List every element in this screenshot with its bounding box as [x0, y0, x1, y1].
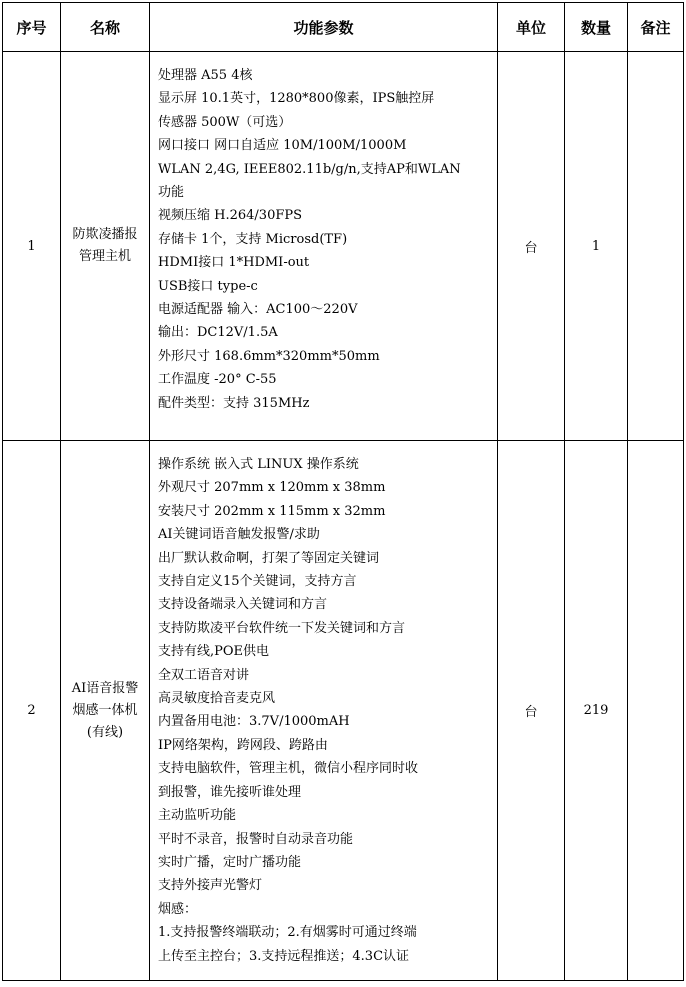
param-line: HDMI接口 1*HDMI-out — [158, 255, 310, 271]
row-seq: 1 — [3, 52, 61, 441]
row-name: AI语音报警烟感一体机(有线) — [61, 441, 150, 981]
param-line: 传感器 500W（可选） — [158, 114, 292, 130]
row-qty: 1 — [565, 52, 628, 441]
param-line: 输出：DC12V/1.5A — [158, 325, 278, 341]
row-remark — [628, 52, 684, 441]
row-remark — [628, 441, 684, 981]
param-line: 操作系统 嵌入式 LINUX 操作系统 — [158, 457, 359, 472]
header-unit: 单位 — [498, 3, 565, 52]
param-line: 视频压缩 H.264/30FPS — [158, 208, 303, 224]
header-seq: 序号 — [3, 3, 61, 52]
param-line: IP网络架构，跨网段、跨路由 — [158, 737, 328, 753]
param-line: 显示屏 10.1英寸，1280*800像素，IPS触控屏 — [158, 91, 435, 107]
row-params — [150, 52, 498, 441]
row-params — [150, 441, 498, 981]
param-line: 支持自定义15个关键词，支持方言 — [158, 574, 357, 590]
param-line: 支持电脑软件，管理主机，微信小程序同时收 — [158, 761, 419, 777]
param-line: 主动监听功能 — [158, 808, 237, 824]
param-line: 存储卡 1个，支持 Microsd(TF) — [158, 231, 348, 247]
param-line: 高灵敏度拾音麦克风 — [158, 691, 276, 707]
row-name: 防欺凌播报管理主机 — [61, 52, 150, 441]
param-line: 处理器 A55 4核 — [158, 68, 253, 83]
header-qty: 数量 — [565, 3, 628, 52]
param-line: USB接口 type-c — [158, 278, 258, 294]
row-unit: 台 — [498, 441, 565, 981]
param-line: 外形尺寸 168.6mm*320mm*50mm — [158, 348, 380, 364]
param-line: 实时广播，定时广播功能 — [158, 854, 302, 870]
row-qty: 219 — [565, 441, 628, 981]
table-row — [3, 441, 684, 981]
param-line: 功能 — [158, 185, 185, 201]
param-line: 电源适配器 输入：AC100～220V — [158, 302, 358, 318]
header-name: 名称 — [61, 3, 150, 52]
table-row — [3, 52, 684, 441]
param-line: 支持防欺凌平台软件统一下发关键词和方言 — [158, 620, 406, 636]
param-line: 出厂默认救命啊，打架了等固定关键词 — [158, 550, 380, 566]
param-line: 平时不录音，报警时自动录音功能 — [158, 831, 354, 847]
param-line: 工作温度 -20° C-55 — [158, 372, 277, 388]
header-remark: 备注 — [628, 3, 684, 52]
param-line: 到报警，谁先接听谁处理 — [158, 784, 302, 800]
header-row — [3, 3, 684, 52]
param-line: 1.支持报警终端联动；2.有烟雾时可通过终端 — [158, 925, 417, 941]
param-line: 配件类型：支持 315MHz — [158, 395, 310, 411]
param-line: 内置备用电池：3.7V/1000mAH — [158, 714, 350, 730]
param-line: 网口接口 网口自适应 10M/100M/1000M — [158, 138, 407, 154]
header-params: 功能参数 — [150, 3, 498, 52]
param-line: 支持外接声光警灯 — [158, 878, 263, 894]
param-line: 安装尺寸 202mm x 115mm x 32mm — [158, 503, 386, 519]
param-line: 烟感： — [158, 901, 198, 917]
param-line: 支持设备端录入关键词和方言 — [158, 597, 328, 613]
param-line: 支持有线,POE供电 — [158, 644, 270, 660]
param-line: 全双工语音对讲 — [158, 667, 250, 683]
spec-table — [2, 2, 684, 981]
param-line: WLAN 2,4G, IEEE802.11b/g/n,支持AP和WLAN — [158, 161, 461, 177]
row-seq: 2 — [3, 441, 61, 981]
param-line: 外观尺寸 207mm x 120mm x 38mm — [158, 480, 386, 496]
row-unit: 台 — [498, 52, 565, 441]
param-line: 上传至主控台；3.支持远程推送；4.3C认证 — [158, 948, 410, 964]
param-line: AI关键词语音触发报警/求助 — [158, 527, 320, 543]
